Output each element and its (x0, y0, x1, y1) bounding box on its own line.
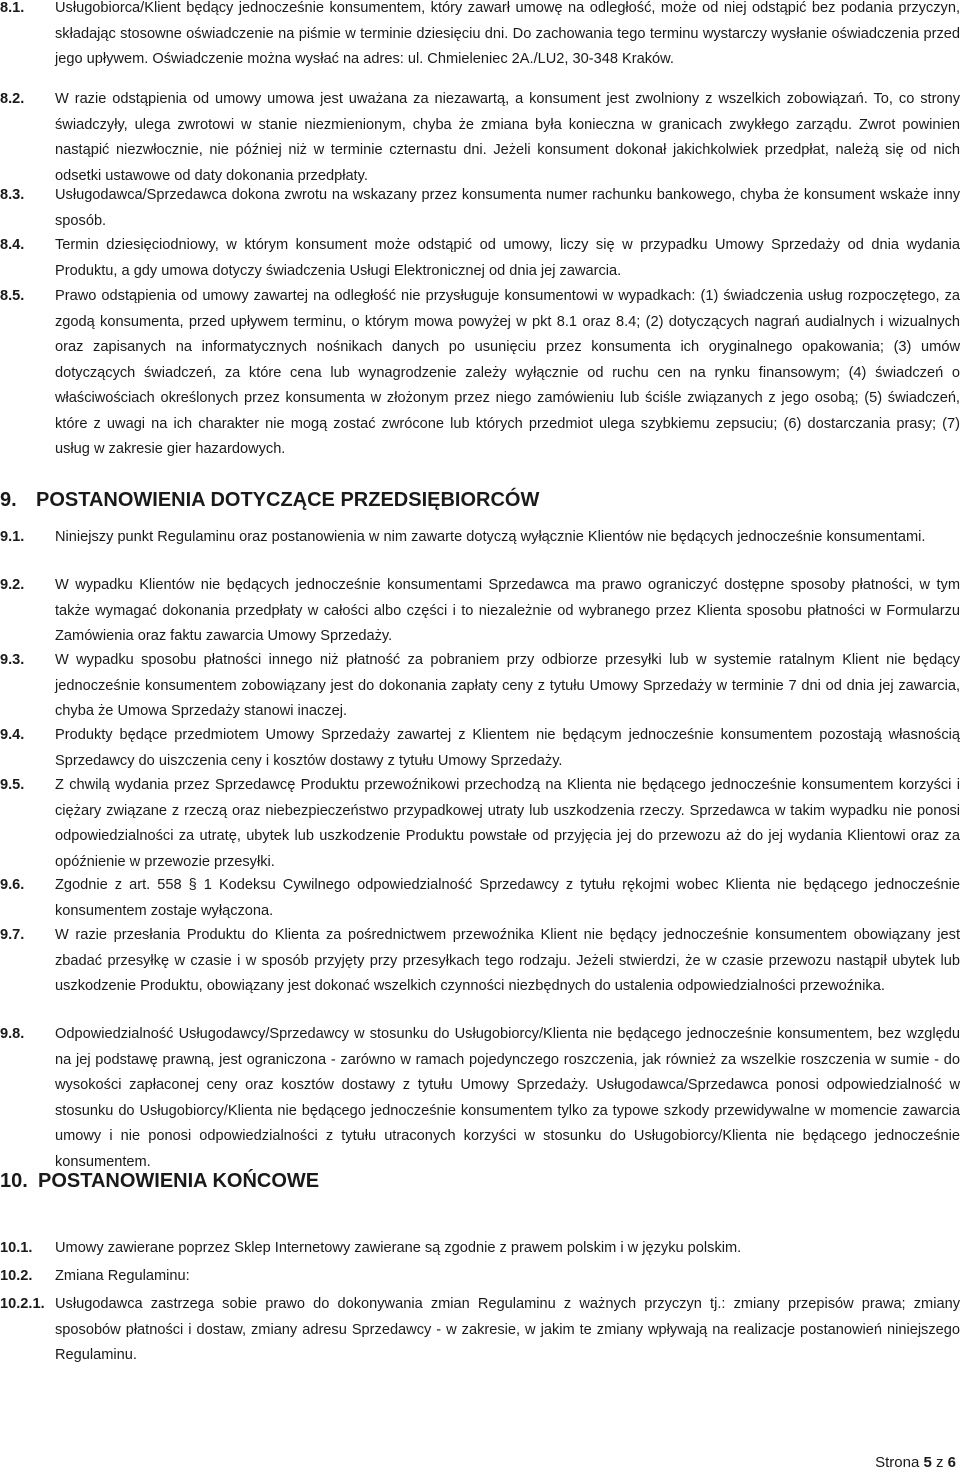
section-title: POSTANOWIENIA DOTYCZĄCE PRZEDSIĘBIORCÓW (36, 489, 540, 511)
clause-8-1 (0, 0, 960, 73)
clause-number: 9.1. (0, 529, 25, 545)
clause-8-2 (0, 87, 960, 189)
clause-number: 9.4. (0, 727, 25, 743)
page-footer (875, 1453, 956, 1473)
clause-number: 10.1. (0, 1240, 33, 1256)
clause-8-4 (0, 233, 960, 284)
clause-text: Z chwilą wydania przez Sprzedawcę Produktu przewoźnikowi przechodzą na Klienta nie będącego jednocześnie konsumentem korzyści i ciężary związane z rzeczą oraz niebezpieczeństwo przypadkowej utraty lub uszkodzenia rzeczy. Sprzedawca w takim wypadku nie ponosi odpowiedzialności za utratę, ubytek lub uszkodzenie Produktu powstałe od przyjęcia jej do przewozu aż do jej wydania Klientowi oraz za opóźnienie w przewozie przesyłki. (55, 777, 960, 870)
clause-8-5 (0, 284, 960, 463)
clause-number: 9.8. (0, 1026, 25, 1042)
clause-text: Zgodnie z art. 558 § 1 Kodeksu Cywilnego odpowiedzialność Sprzedawcy z tytułu rękojmi wobec Klienta nie będącego jednocześnie konsumentem zostaje wyłączona. (55, 877, 960, 919)
page-label: Strona (875, 1454, 920, 1471)
clause-text: Termin dziesięciodniowy, w którym konsument może odstąpić od umowy, liczy się w przypadku Umowy Sprzedaży od dnia wydania Produktu, a gdy umowa dotyczy świadczenia Usługi Elektronicznej od dnia jej zawarcia. (55, 237, 960, 279)
clause-9-1 (0, 525, 960, 551)
clause-9-5 (0, 773, 960, 875)
clause-number: 9.6. (0, 877, 25, 893)
clause-text: W razie przesłania Produktu do Klienta za pośrednictwem przewoźnika Klient nie będący jednocześnie konsumentem obowiązany jest zbadać przesyłkę w czasie i w sposób przyjęty przy przesyłkach tego rodzaju. Jeżeli stwierdzi, że w czasie przewozu nastąpił ubytek lub uszkodzenie Produktu, obowiązany jest dokonać wszelkich czynności niezbędnych do ustalenia odpowiedzialności przewoźnika. (55, 927, 960, 994)
clause-8-3 (0, 183, 960, 234)
page-separator: z (935, 1454, 944, 1471)
clause-9-4 (0, 723, 960, 774)
clause-text: Usługobiorca/Klient będący jednocześnie konsumentem, który zawarł umowę na odległość, może od niej odstąpić bez podania przyczyn, składając stosowne oświadczenie na piśmie w terminie dziesięciu dni. Do zachowania tego terminu wystarczy wysłanie oświadczenia przed jego upływem. Oświadczenie można wysłać na adres: ul. Chmieleniec 2A./LU2, 30-348 Kraków. (55, 0, 960, 67)
section-number: 10. (0, 1170, 28, 1192)
clause-10-1 (0, 1236, 960, 1262)
clause-text: W wypadku Klientów nie będących jednocześnie konsumentami Sprzedawca ma prawo ograniczyć dostępne sposoby płatności, w tym także wymagać dokonania przedpłaty w całości albo części i to niezależnie od wybranego przez Klienta sposobu płatności w Formularzu Zamówienia oraz faktu zawarcia Umowy Sprzedaży. (55, 577, 960, 644)
page-current: 5 (923, 1454, 932, 1471)
clause-text: Usługodawca zastrzega sobie prawo do dokonywania zmian Regulaminu z ważnych przyczyn tj.: zmiany przepisów prawa; zmiany sposobów płatności i dostaw, zmiany adresu Sprzedawcy - w zakresie, w jakim te zmiany wpływają na realizacje postanowień niniejszego Regulaminu. (55, 1296, 960, 1363)
clause-text: W razie odstąpienia od umowy umowa jest uważana za niezawartą, a konsument jest zwolniony z wszelkich zobowiązań. To, co strony świadczyły, ulega zwrotowi w stanie niezmienionym, chyba że zmiana była konieczna w granicach zwykłego zarządu. Zwrot powinien nastąpić niezwłocznie, nie później niż w terminie czternastu dni. Jeżeli konsument dokonał jakichkolwiek przedpłat, należą się od nich odsetki ustawowe od daty dokonania przedpłaty. (55, 91, 960, 184)
clause-9-2 (0, 573, 960, 650)
clause-number: 9.3. (0, 652, 25, 668)
clause-10-2-1 (0, 1292, 960, 1369)
clause-9-8 (0, 1022, 960, 1175)
section-9-heading (0, 486, 539, 514)
section-10-heading (0, 1167, 319, 1195)
clause-9-6 (0, 873, 960, 924)
section-title: POSTANOWIENIA KOŃCOWE (38, 1170, 320, 1192)
clause-text: Odpowiedzialność Usługodawcy/Sprzedawcy w stosunku do Usługobiorcy/Klienta nie będącego jednocześnie konsumentem, bez względu na jej podstawę prawną, jest ograniczona - zarówno w ramach pojedynczego roszczenia, jak również za wszelkie roszczenia w sumie - do wysokości zapłaconej ceny oraz kosztów dostawy z tytułu Umowy Sprzedaży. Usługodawca/Sprzedawca ponosi odpowiedzialność w stosunku do Usługobiorcy/Klienta nie będącego jednocześnie konsumentem tylko za typowe szkody przewidywalne w momencie zawarcia umowy i nie ponosi odpowiedzialności z tytułu utraconych korzyści w stosunku do Usługobiorcy/Klienta nie będącego jednocześnie konsumentem. (55, 1026, 960, 1170)
clause-number: 9.7. (0, 927, 25, 943)
clause-text: W wypadku sposobu płatności innego niż płatność za pobraniem przy odbiorze przesyłki lub w systemie ratalnym Klient nie będący jednocześnie konsumentem zobowiązany jest do dokonania zapłaty ceny z tytułu Umowy Sprzedaży w terminie 7 dni od dnia jej zawarcia, chyba że Umowa Sprzedaży stanowi inaczej. (55, 652, 960, 719)
clause-10-2 (0, 1264, 960, 1290)
section-number: 9. (0, 489, 17, 511)
clause-number: 9.2. (0, 577, 25, 593)
clause-number: 8.3. (0, 187, 25, 203)
clause-number: 10.2. (0, 1268, 33, 1284)
clause-text: Usługodawca/Sprzedawca dokona zwrotu na wskazany przez konsumenta numer rachunku bankowego, chyba że konsument wskaże inny sposób. (55, 187, 960, 229)
clause-text: Umowy zawierane poprzez Sklep Internetowy zawierane są zgodnie z prawem polskim i w języku polskim. (55, 1240, 742, 1256)
clause-text: Produkty będące przedmiotem Umowy Sprzedaży zawartej z Klientem nie będącym jednocześnie konsumentem pozostają własnością Sprzedawcy do uiszczenia ceny i kosztów dostawy z tytułu Umowy Sprzedaży. (55, 727, 960, 769)
page-total: 6 (947, 1454, 956, 1471)
clause-number: 8.2. (0, 91, 25, 107)
clause-9-3 (0, 648, 960, 725)
clause-number: 10.2.1. (0, 1296, 45, 1312)
clause-number: 8.5. (0, 288, 25, 304)
clause-number: 8.1. (0, 0, 25, 16)
clause-9-7 (0, 923, 960, 1000)
clause-text: Zmiana Regulaminu: (55, 1268, 190, 1284)
clause-text: Niniejszy punkt Regulaminu oraz postanowienia w nim zawarte dotyczą wyłącznie Klientów nie będących jednocześnie konsumentami. (55, 529, 926, 545)
clause-number: 8.4. (0, 237, 25, 253)
clause-number: 9.5. (0, 777, 25, 793)
clause-text: Prawo odstąpienia od umowy zawartej na odległość nie przysługuje konsumentowi w wypadkach: (1) świadczenia usług rozpoczętego, za zgodą konsumenta, przed upływem terminu, o którym mowa powyżej w pkt 8.1 oraz 8.4; (2) dotyczących nagrań audialnych i wizualnych oraz zapisanych na informatycznych nośnikach danych po usunięciu przez konsumenta ich oryginalnego opakowania; (3) umów dotyczących świadczeń, za które cena lub wynagrodzenie zależy wyłącznie od ruchu cen na rynku finansowym; (4) świadczeń o właściwościach określonych przez konsumenta w złożonym przez niego zamówieniu lub ściśle związanych z jego osobą; (5) świadczeń, które z uwagi na ich charakter nie mogą zostać zwrócone lub których przedmiot ulega szybkiemu zepsuciu; (6) dostarczania prasy; (7) usług w zakresie gier hazardowych. (55, 288, 960, 457)
